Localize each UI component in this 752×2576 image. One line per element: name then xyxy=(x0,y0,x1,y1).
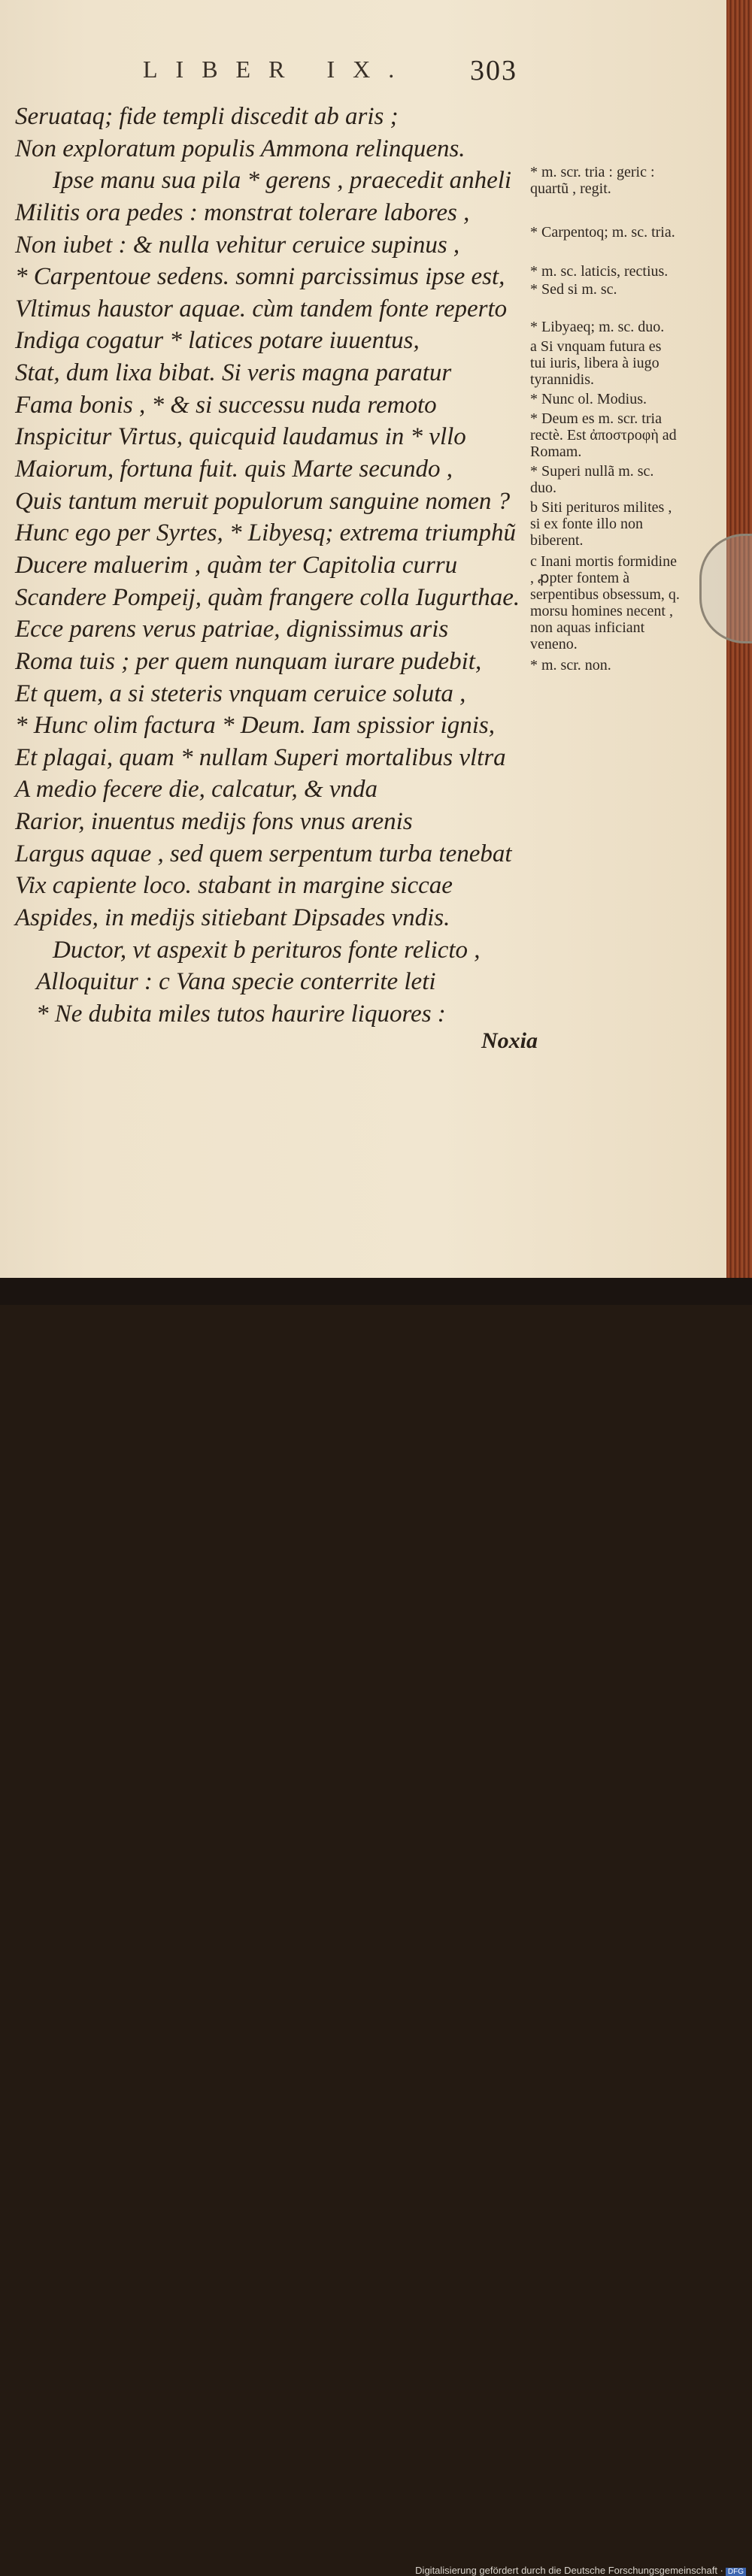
verse-line: Scandere Pompeij, quàm frangere colla Iugurthae. xyxy=(15,583,520,611)
marginal-note: * Superi nullã m. sc. duo. xyxy=(530,463,654,496)
verse-line: Fama bonis , * & si successu nuda remoto xyxy=(15,391,437,419)
catchword: Noxia xyxy=(481,1028,538,1053)
marginal-note: * Deum es m. scr. tria rectè. Est ἀποστροφὴ ad Romam. xyxy=(530,410,677,460)
verse-line: Largus aquae , sed quem serpentum turba tenebat xyxy=(15,840,512,867)
verse-line: Ducere maluerim , quàm ter Capitolia curru xyxy=(15,551,458,579)
marginal-note: a Si vnquam futura es tui iuris, libera à iugo tyrannidis. xyxy=(530,338,662,388)
verse-line: * Ne dubita miles tutos haurire liquores : xyxy=(36,1000,446,1028)
verse-line: Aspides, in medijs sitiebant Dipsades vndis. xyxy=(15,904,450,932)
dfg-logo: DFG xyxy=(726,2568,746,2576)
verse-line: Quis tantum meruit populorum sanguine nomen ? xyxy=(15,487,511,515)
verse-line: Vltimus haustor aquae. cùm tandem fonte reperto xyxy=(15,295,508,322)
verse-line: A medio fecere die, calcatur, & vnda xyxy=(15,776,378,804)
marginal-note: * m. scr. tria : geric : quartũ , regit. xyxy=(530,164,655,197)
credit-text: Digitalisierung gefördert durch die Deutsche Forschungsgemeinschaft · xyxy=(415,2565,723,2576)
marginal-note: b Siti perituros milites , si ex fonte illo non biberent. xyxy=(530,499,672,549)
digitization-credit xyxy=(415,2565,746,2576)
marginal-notes xyxy=(530,164,681,674)
footer-strip xyxy=(0,1278,752,2576)
verse-line: Indiga cogatur * latices potare iuuentus, xyxy=(15,327,420,355)
verse-line: Et plagai, quam * nullam Superi mortalibus vltra xyxy=(15,743,506,771)
verse-line: Rarior, inuentus medijs fons vnus arenis xyxy=(15,808,413,836)
book-page xyxy=(0,0,729,1278)
verse-line: Alloquitur : c Vana specie conterrite leti xyxy=(36,968,436,996)
marginal-note: * Carpentoq; m. sc. tria. xyxy=(530,224,675,241)
marginal-note: * Nunc ol. Modius. xyxy=(530,391,647,407)
verse-line: Roma tuis ; per quem nunquam iurare pudebit, xyxy=(15,647,482,675)
verse-line: Hunc ego per Syrtes, * Libyesq; extrema triumphũ xyxy=(15,519,516,547)
running-title: LIBER IX. xyxy=(143,56,413,83)
verse-line: Vix capiente loco. stabant in margine siccae xyxy=(15,872,453,900)
verse-line: Inspicitur Virtus, quicquid laudamus in * vllo xyxy=(15,423,466,451)
marginal-note: * Libyaeq; m. sc. duo. xyxy=(530,319,665,335)
verse-line: * Hunc olim factura * Deum. Iam spissior ignis, xyxy=(15,712,495,740)
verse-line: Stat, dum lixa bibat. Si veris magna paratur xyxy=(15,359,452,387)
verse-line: Seruataq; fide templi discedit ab aris ; xyxy=(15,103,399,130)
marginal-note: * m. scr. non. xyxy=(530,657,611,674)
verse-line: Non iubet : & nulla vehitur ceruice supinus , xyxy=(15,231,460,259)
verse-line: Et quem, a si steteris vnquam ceruice soluta , xyxy=(15,680,466,707)
marginal-note: * m. sc. laticis, rectius. xyxy=(530,263,669,280)
verse-line: * Carpentoue sedens. somni parcissimus ipse est, xyxy=(15,263,505,291)
page-number: 303 xyxy=(470,55,517,86)
verse-line: Ecce parens verus patriae, dignissimus aris xyxy=(15,616,449,643)
marginal-note: c Inani mortis formidine , ꝓpter fontem à serpentibus obsessum, q. morsu homines necent , non aquas inficiant veneno. xyxy=(530,553,680,652)
verse-line: Non exploratum populis Ammona relinquens. xyxy=(15,135,465,162)
verse-line: Maiorum, fortuna fuit. quis Marte secundo , xyxy=(15,456,453,483)
verse-line: Militis ora pedes : monstrat tolerare labores , xyxy=(15,198,470,226)
verse-line: Ipse manu sua pila * gerens , praecedit anheli xyxy=(53,167,512,195)
marginal-note: * Sed si m. sc. xyxy=(530,281,617,298)
verse-block xyxy=(15,101,541,1031)
verse-line: Ductor, vt aspexit b perituros fonte relicto , xyxy=(53,936,481,964)
